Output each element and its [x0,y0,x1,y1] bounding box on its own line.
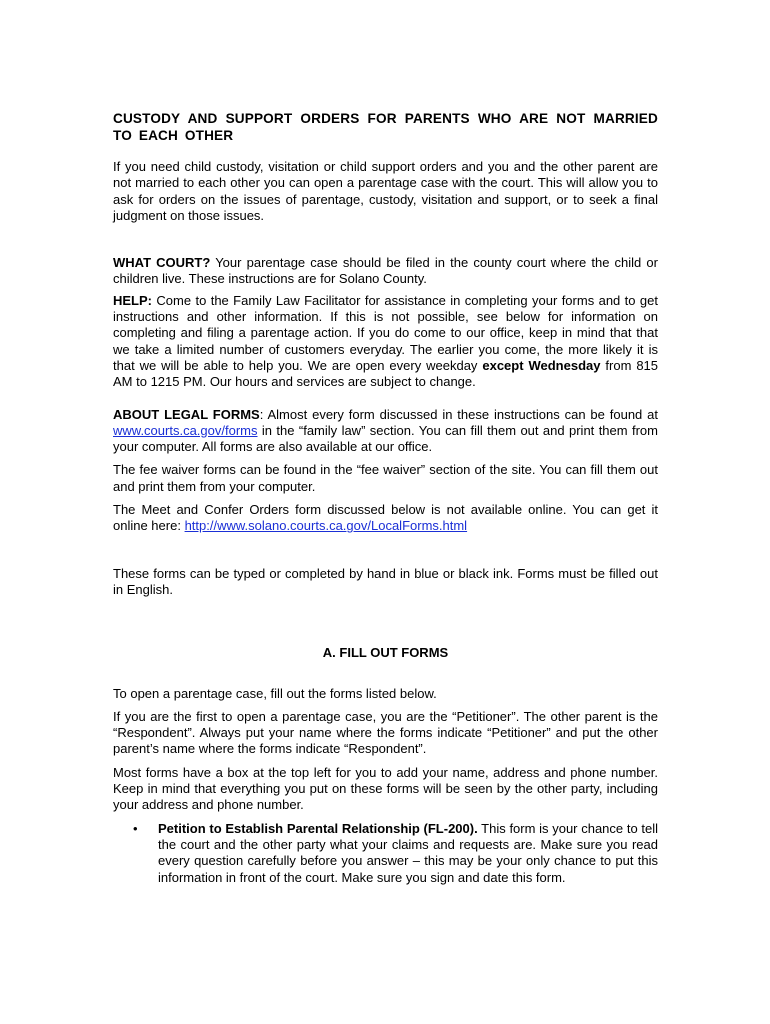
help-text-end: from 815 AM to 1215 PM. Our hours and services are subject to change. [113,357,659,390]
about-forms-text: : Almost every form discussed in these instructions can be found at [259,406,659,422]
help-paragraph [113,293,658,391]
list-item [113,821,658,886]
open-case-paragraph: To open a parentage case, fill out the forms listed below. [113,685,437,701]
what-court-label: WHAT COURT? [113,255,211,271]
what-court-text: Your parentage case should be filed in the county court where the child or children live. These instructions are for Solano County. [113,255,658,287]
meet-confer-paragraph [113,502,658,535]
form-box-paragraph: Most forms have a box at the top left for you to add your name, address and phone number. Keep in mind that everything you put on these forms will be seen by the other party, including your address and phone number. [113,764,658,813]
meet-confer-text: The Meet and Confer Orders form discussed below is not available online. You can get it online here: [113,502,658,534]
typed-forms-paragraph: These forms can be typed or completed by hand in blue or black ink. Forms must be filled out in English. [113,565,658,597]
petition-form-label: Petition to Establish Parental Relationship (FL-200). [158,820,478,836]
about-forms-label: ABOUT LEGAL FORMS [113,406,260,422]
help-label: HELP: [113,292,152,308]
about-forms-text-end: in the “family law” section. You can fill them out and print them from your computer. All forms are also available at our office. [113,422,658,455]
section-a-heading: A. FILL OUT FORMS [322,645,449,661]
document-title: CUSTODY AND SUPPORT ORDERS FOR PARENTS WHO ARE NOT MARRIED TO EACH OTHER [113,111,658,143]
help-bold-text: except Wednesday [482,357,601,373]
help-text: Come to the Family Law Facilitator for assistance in completing your forms and to get instructions and other information. If this is not possible, see below for information on completing and filing a parentage action. If you do come to our office, keep in mind that that we take a limited number of customers everyday. The earlier you come, the more likely it is that we will be able to help you. We are open every weekday [113,292,658,373]
about-forms-paragraph [113,407,658,456]
petition-form-text: This form is your chance to tell the court and the other party what your claims and requests are. Make sure you read every question carefully before you answer – this may be your only chance to put this information in front of the court. Make sure you sign and date this form. [158,820,658,885]
local-forms-link[interactable]: http://www.solano.courts.ca.gov/LocalForms.html [184,518,468,534]
what-court-paragraph [113,255,658,288]
document-page [113,110,658,886]
courts-forms-link[interactable]: www.courts.ca.gov/forms [113,422,258,438]
fee-waiver-paragraph: The fee waiver forms can be found in the “fee waiver” section of the site. You can fill them out and print them from your computer. [113,462,658,494]
petitioner-paragraph: If you are the first to open a parentage case, you are the “Petitioner”. The other parent is the “Respondent”. Always put your name where the forms indicate “Petitioner” and put the other parent’s name where the forms indicate “Respondent”. [113,708,658,757]
intro-paragraph: If you need child custody, visitation or child support orders and you and the other parent are not married to each other you can open a parentage case with the court. This will allow you to ask for orders on the issues of parentage, custody, visitation and support, or to seek a final judgment on those issues. [113,159,658,223]
bullet-icon: • [133,820,138,836]
